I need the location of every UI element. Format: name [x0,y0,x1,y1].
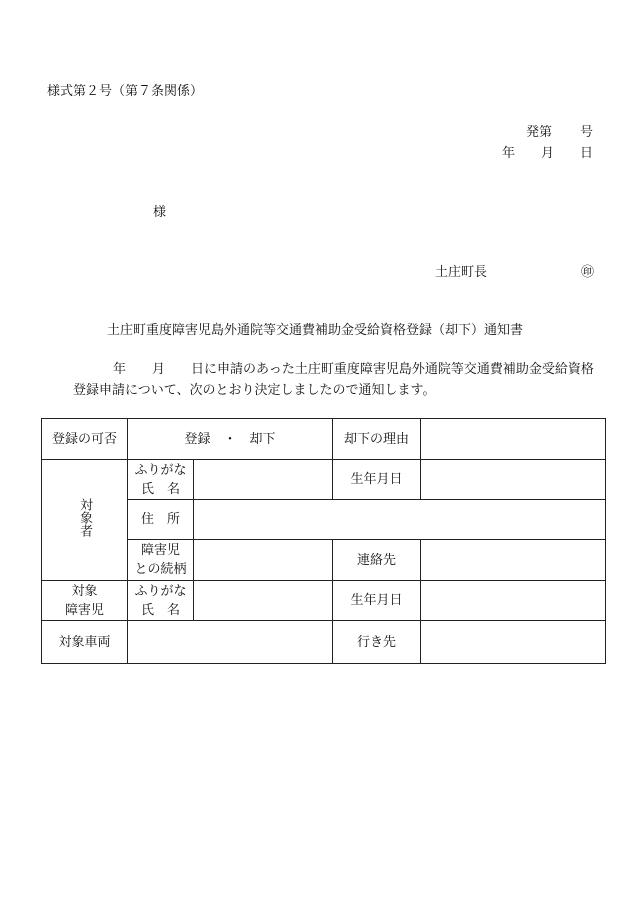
subject-address-field[interactable] [194,500,606,540]
furigana-name-label-cell [128,460,194,500]
registration-table [41,418,606,664]
contact-label: 連絡先 [333,540,421,581]
subject-person-cell [42,460,128,581]
date-day: 日 [579,146,593,161]
seal-mark: ㊞ [581,265,595,280]
body-year: 年 [113,362,127,377]
name-label: 氏 名 [140,481,180,497]
child-furigana-label: ふりがな [134,583,187,599]
target-child-label-cell [42,581,128,621]
rejection-reason-field[interactable] [421,419,606,460]
furigana-label: ふりがな [134,462,187,478]
relation-label-line2: との続柄 [134,562,187,577]
issuer-title: 土庄町長 [435,265,488,280]
address-label: 住 所 [128,500,194,540]
subject-person-label: 対象者 [77,497,92,537]
subject-name-field[interactable] [194,460,333,500]
vehicle-label: 対象車両 [42,621,128,664]
table-row [42,419,606,460]
date-month: 月 [540,146,554,161]
subject-birthdate-field[interactable] [421,460,606,500]
registration-label: 登録の可否 [42,419,128,460]
birthdate-label: 生年月日 [333,460,421,500]
destination-field[interactable] [421,621,606,664]
addressee-honorific: 様 [153,205,167,220]
child-name-label: 氏 名 [140,602,180,618]
rejection-reason-label: 却下の理由 [333,419,421,460]
date-year: 年 [501,146,515,161]
contact-field[interactable] [421,540,606,581]
target-child-label-line1: 対象 [71,583,98,599]
issue-date [502,142,593,161]
vehicle-field[interactable] [128,621,333,664]
child-furigana-name-label-cell [128,581,194,621]
issue-number [526,121,593,140]
body-text: 日に申請のあった土庄町重度障害児島外通院等交通費補助金受給資格登録申請について、次のとおり決定しましたので通知します。 [73,362,594,398]
table-row [42,581,606,621]
issue-prefix: 発第 [525,125,552,140]
relation-label-cell [128,540,194,581]
table-row [42,460,606,500]
table-row [42,621,606,664]
child-birthdate-label: 生年月日 [333,581,421,621]
destination-label: 行き先 [333,621,421,664]
document-title: 土庄町重度障害児島外通院等交通費補助金受給資格登録（却下）通知書 [106,323,523,338]
registration-value: 登録 ・ 却下 [128,419,333,460]
target-child-label-line2: 障害児 [64,602,104,618]
relation-field[interactable] [194,540,333,581]
form-number: 様式第２号（第７条関係） [47,84,204,99]
child-name-field[interactable] [194,581,333,621]
issue-suffix: 号 [579,125,593,140]
relation-label-line1: 障害児 [140,543,180,558]
body-month: 月 [152,362,166,377]
body-paragraph [73,359,597,401]
child-birthdate-field[interactable] [421,581,606,621]
